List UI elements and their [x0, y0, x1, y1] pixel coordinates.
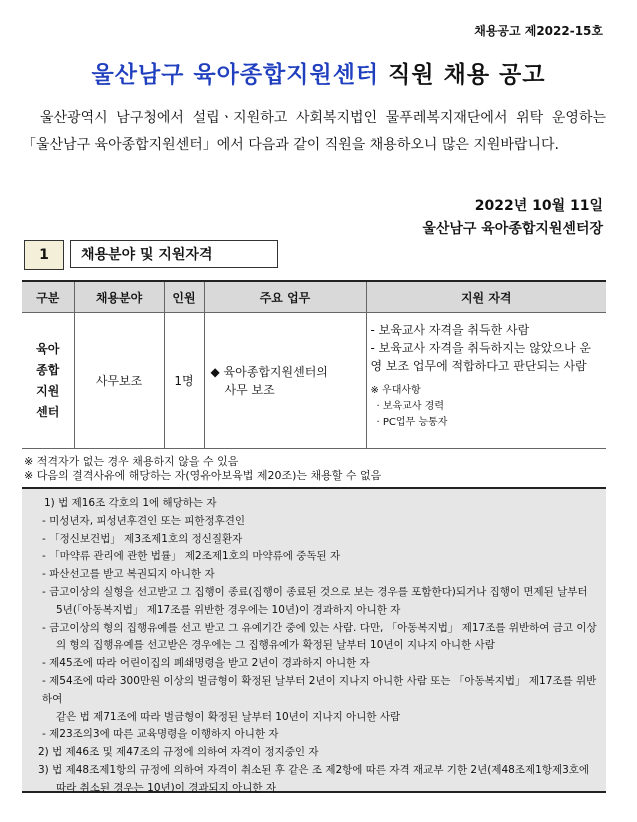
list-item: - 제23조의3에 따른 교육명령을 이행하지 아니한 자 [42, 728, 279, 741]
issuer: 울산남구 육아종합지원센터장 [422, 221, 603, 237]
list-item: - 제45조에 따라 어린이집의 폐쇄명령을 받고 2년이 경과하지 아니한 자 [42, 657, 370, 670]
header-count: 인원 [164, 281, 204, 313]
note-item: ※ 다음의 결격사유에 해당하는 자(영유아보육법 제20조)는 채용할 수 없음 [24, 469, 382, 482]
notes [24, 455, 381, 483]
table-header-row [22, 281, 606, 313]
qualification-item: - 보육교사 자격을 취득한 사람 [370, 323, 530, 337]
table-row [22, 313, 606, 449]
list-item: - 제54조에 따라 300만원 이상의 벌금형이 확정된 날부터 2년이 지나지 아니한 사람 또는 「아동복지법」 제17조를 위반하여 [42, 674, 597, 705]
list-item: - 금고이상의 형의 집행유예를 선고 받고 그 유예기간 중에 있는 사람. 다만, 「아동복지법」 제17조를 위반하여 금고 이상 [42, 621, 597, 634]
list-item: - 「마약류 관리에 관한 법률」 제2조제1호의 마약류에 중독된 자 [42, 550, 341, 563]
header-category: 구분 [22, 281, 74, 313]
page-title [0, 56, 637, 89]
list-item-cont: 같은 법 제71조에 따라 벌금형이 확정된 날부터 10년이 지나지 아니한 사람 [56, 710, 401, 723]
title-suffix: 직원 채용 공고 [388, 62, 546, 88]
preference-title: ※ 우대사항 [370, 385, 421, 396]
list-item: - 「정신보건법」 제3조제1호의 정신질환자 [42, 532, 243, 545]
category-cell: 육아 종합 지원 센터 [22, 313, 74, 449]
list-item: - 파산선고를 받고 복권되지 아니한 자 [42, 568, 215, 581]
notice-number: 채용공고 제2022-15호 [474, 24, 603, 38]
preference-item: · PC업무 능통자 [376, 417, 448, 428]
qualification-cell [366, 313, 606, 449]
intro-paragraph: 울산광역시 남구청에서 설립ㆍ지원하고 사회복지법인 물푸레복지재단에서 위탁 운영하는 「울산남구 육아종합지원센터」에서 다음과 같이 직원을 채용하오니 많은 지원바랍니다. [22, 110, 606, 153]
qualification-item: - 보육교사 자격을 취득하지는 않았으나 운영 보조 업무에 적합하다고 판단되는 사람 [370, 341, 591, 373]
duty-cell: ◆ 육아종합지원센터의 사무 보조 [204, 313, 366, 449]
preference-item: · 보육교사 경력 [376, 401, 444, 412]
field-cell: 사무보조 [74, 313, 164, 449]
count-cell: 1명 [164, 313, 204, 449]
header-field: 채용분야 [74, 281, 164, 313]
title-center-name: 울산남구 육아종합지원센터 [91, 62, 380, 88]
list-item-cont: 5년(「아동복지법」 제17조를 위반한 경우에는 10년)이 경과하지 아니한 자 [56, 603, 401, 616]
note-item: ※ 적격자가 없는 경우 채용하지 않을 수 있음 [24, 455, 239, 468]
notice-date: 2022년 10월 11일 [474, 198, 603, 214]
disqualification-box [22, 487, 606, 793]
disq-heading: 1) 법 제16조 각호의 1에 해당하는 자 [44, 497, 217, 509]
list-item-cont: 의 형의 집행유예를 선고받은 경우에는 그 집행유예가 확정된 날부터 10년이 지나지 아니한 사람 [56, 639, 495, 652]
disq-heading: 2) 법 제46조 및 제47조의 규정에 의하여 자격이 정지중인 자 [38, 746, 319, 759]
section-title: 채용분야 및 지원자격 [70, 240, 278, 268]
recruitment-table [22, 280, 606, 449]
list-item-cont: 따라 취소된 경우는 10년)이 경과되지 아니한 자 [56, 781, 277, 794]
list-item: - 미성년자, 피성년후견인 또는 피한정후견인 [42, 514, 246, 527]
section-number: 1 [24, 240, 64, 270]
header-qualification: 지원 자격 [366, 281, 606, 313]
list-item: - 금고이상의 실형을 선고받고 그 집행이 종료(집행이 종료된 것으로 보는 경우를 포함한다)되거나 집행이 면제된 날부터 [42, 585, 588, 598]
disq-heading: 3) 법 제48조제1항의 규정에 의하여 자격이 취소된 후 같은 조 제2항에 따른 자격 재교부 기한 2년(제48조제1항제3호에 [38, 763, 590, 776]
header-duty: 주요 업무 [204, 281, 366, 313]
